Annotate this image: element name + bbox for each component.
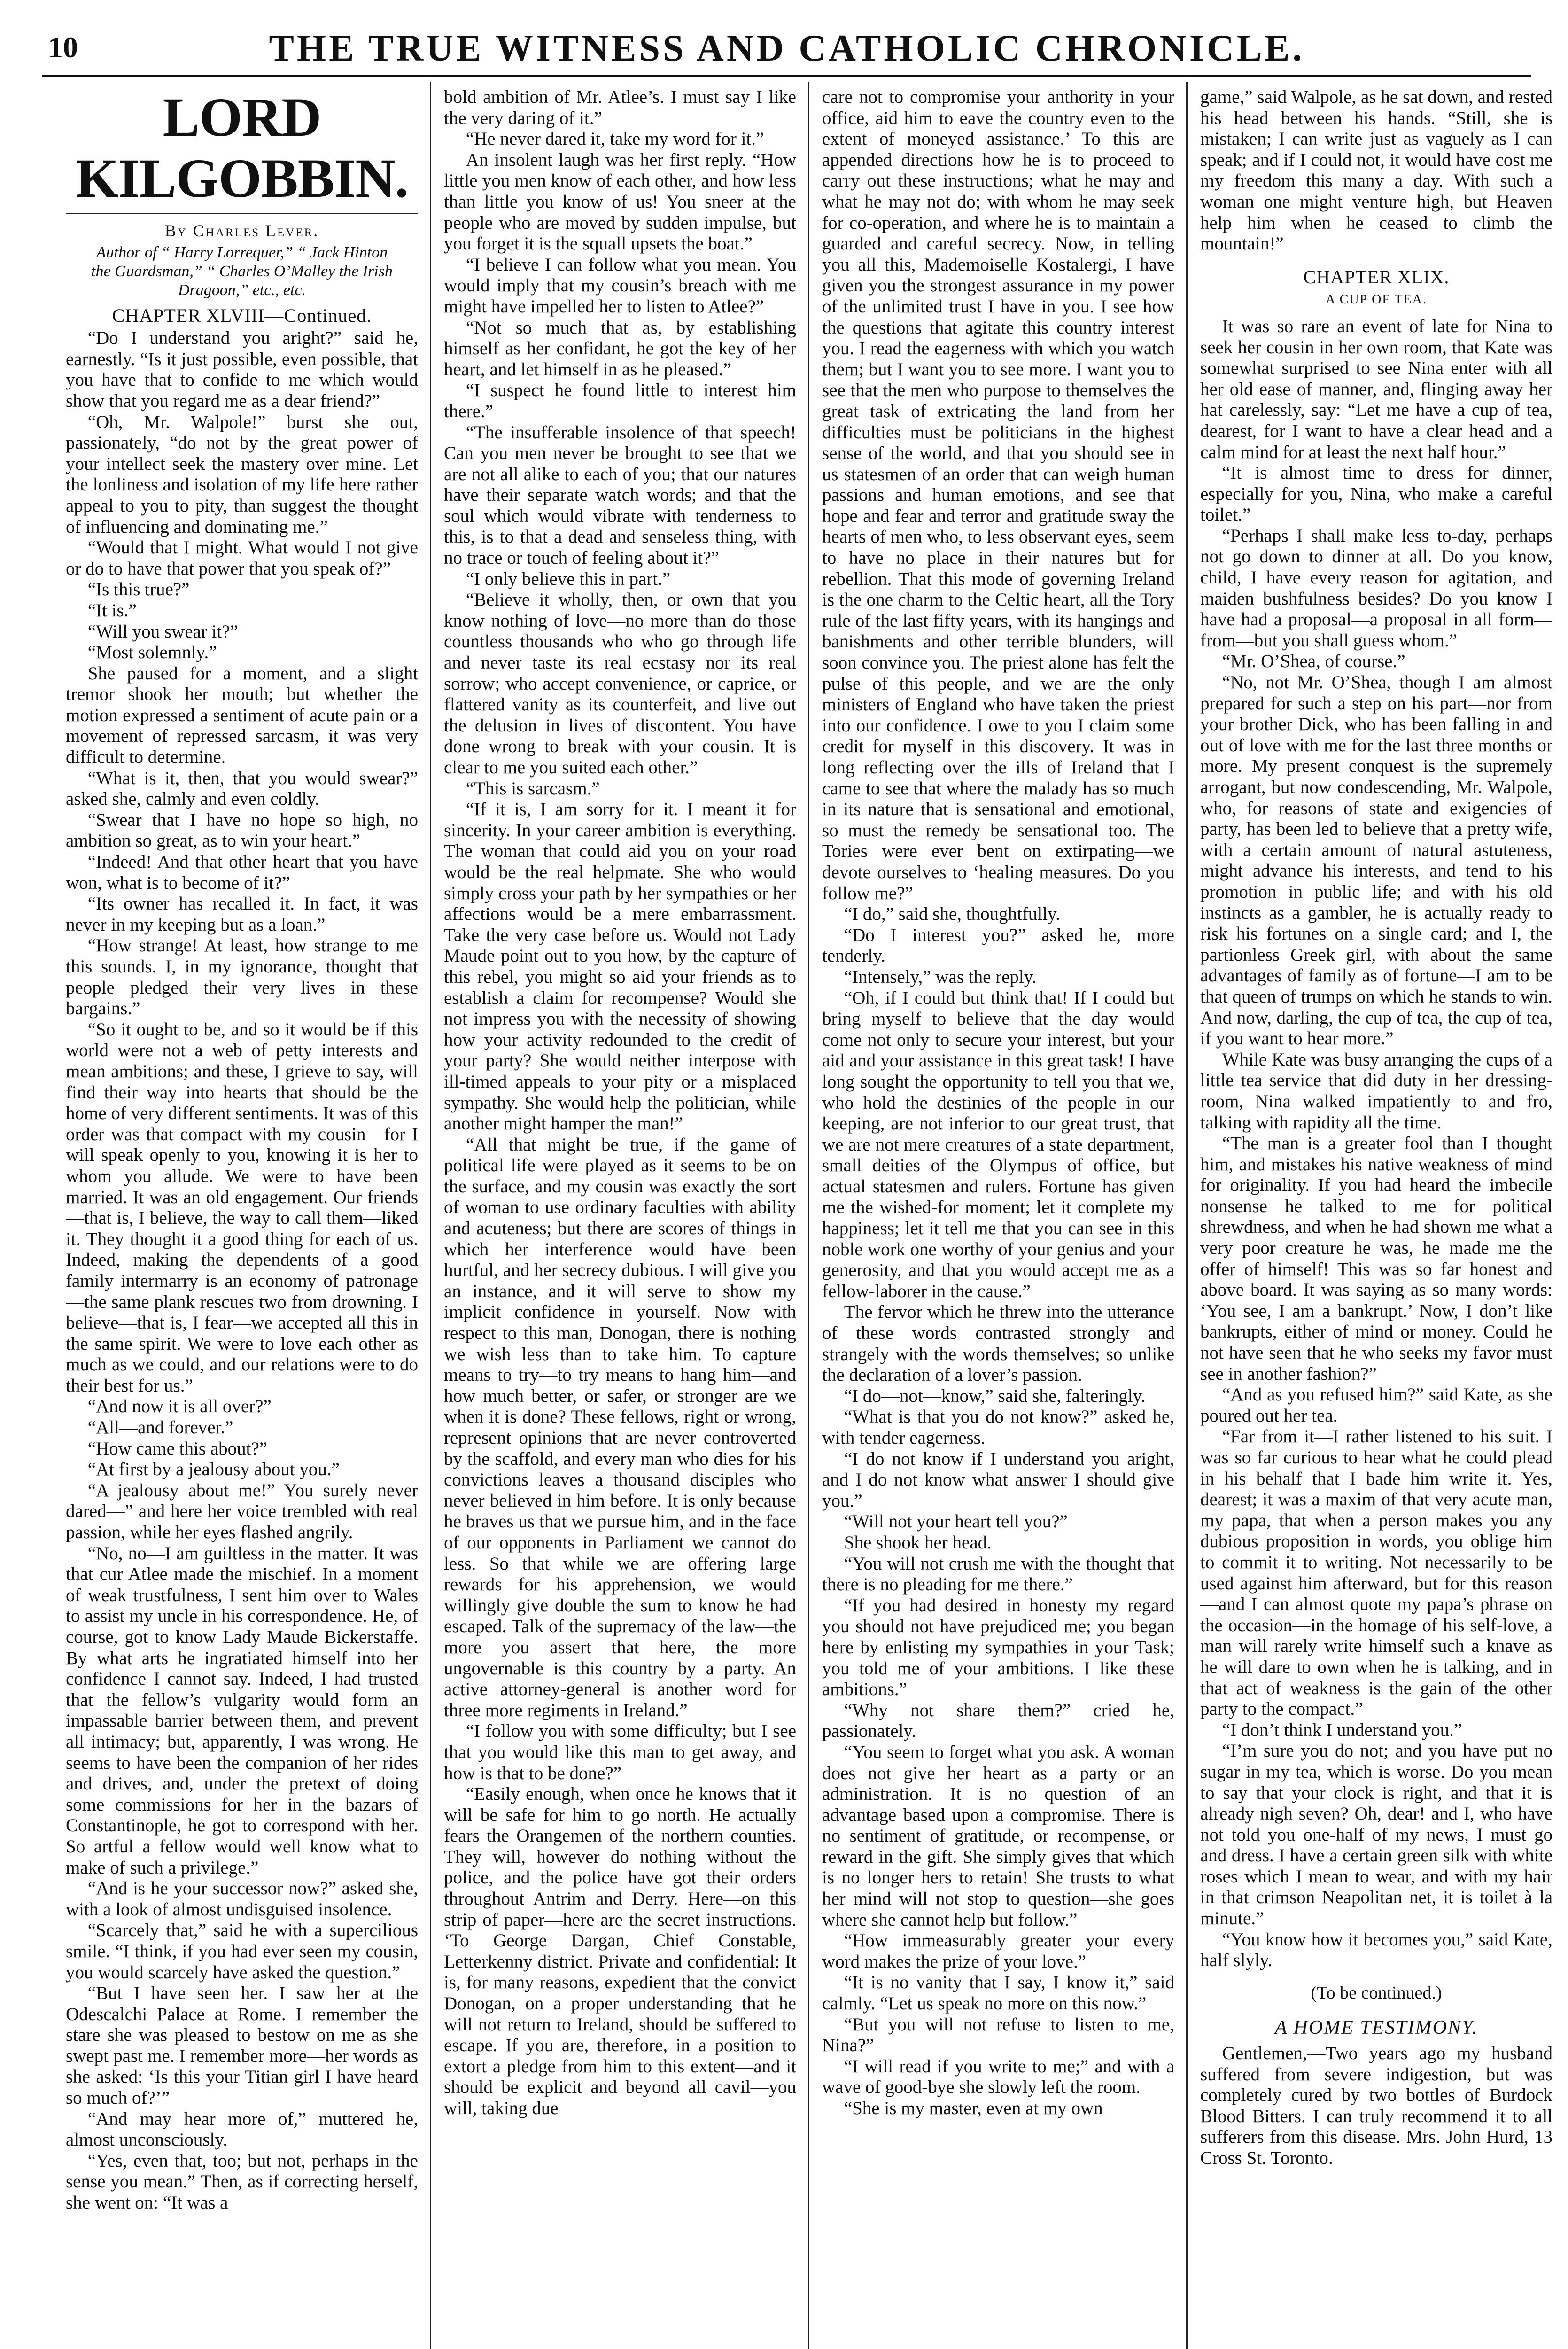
paragraph: “I don’t think I understand you.” <box>1222 1719 1462 1740</box>
paragraph: “Oh, if I could but think that! If I could but bring myself to believe that the day would come not only to secure your interest, but your aid and your assistance in this great task! I have long sought the opportunity to tell you that we, who hold the destinies of the people in our keeping, are not inferior to our great trust, that we are not mere creatures of a state department, small deities of the Olympus of office, but actual statesmen and rulers. Fortune has given me the wished-for moment; let it complete my happiness; let it tell me that you can see in this noble work one worthy of your genius and your generosity, and that you would accept me as a fellow-laborer in the cause.” <box>822 988 1174 1301</box>
paragraph: “I’m sure you do not; and you have put no sugar in my tea, which is worse. Do you mean to say that your clock is right, and that it is already nigh seven? Oh, dear! and I, who have not told you one-half of my news, I must go and dress. I have a certain green silk with white roses which I mean to wear, and with my hair in that crimson Neapolitan net, it is toilet à la minute.” <box>1200 1741 1552 1929</box>
paragraph: “I suspect he found little to interest him there.” <box>444 380 796 421</box>
paragraph: “How came this about?” <box>87 1438 268 1459</box>
paragraph: care not to compromise your anthority in your office, aid him to eave the country even to the extent of moneyed assistance.’ To this are appended directions how he is to proceed to carry out these instructions; what he may and what he may not do; with whom he may seek for co-operation, and where he is to maintain a guarded and careful secrecy. Now, in telling you all this, Mademoiselle Kostalergi, I have given you the strongest assurance in my power of the unlimited trust I have in you. I see how the questions that agitate this country interest you. I read the eagerness with which you watch them; but I want you to see more. I want you to see that the men who purpose to themselves the great task of extricating the land from her difficulties must be politicians in the highest sense of the world, and that you should see in us statesmen of an order that can weigh human passions and human emotions, and see that hope and fear and terror and gratitude sway the hearts of men who, to less observant eyes, seem to have no place in their natures but for rebellion. That this mode of governing Ireland is the one charm to the Celtic heart, all the Tory rule of the last fifty years, with its hangings and banishments and other terrible blunders, will soon convince you. The priest alone has felt the pulse of this people, and we are the only ministers of England who have taken the priest into our confidence. I owe to you I claim some credit for myself in this discovery. It was in long reflecting over the ills of Ireland that I came to see that where the malady has so much in its nature that is sensational and emotional, so must the remedy be sensational too. The Tories were ever bent on extirpating—we devote ourselves to ‘healing measures. Do you follow me?” <box>822 87 1174 903</box>
byline: By Charles Lever. <box>164 221 319 240</box>
paragraph: bold ambition of Mr. Atlee’s. I must say I like the very daring of it.” <box>444 87 796 128</box>
chapter-heading: CHAPTER XLIX. <box>1303 266 1450 288</box>
paragraph: “What is it, then, that you would swear?” asked she, calmly and even coldly. <box>66 768 418 809</box>
paragraph: While Kate was busy arranging the cups of a little tea service that did duty in her dressing-room, Nina walked impatiently to and fro, talking with rapidity all the time. <box>1200 1049 1552 1133</box>
paragraph: “Easily enough, when once he knows that it will be safe for him to go north. He actually fears the Orangemen of the northern counties. They will, however do nothing without the police, and the police have got their orders throughout Antrim and Derry. Here—on this strip of paper—here are the secret instructions. ‘To George Dargan, Chief Constable, Letterkenny district. Private and confidential: It is, for many reasons, expedient that the convict Donogan, on a proper understanding that he will not return to Ireland, should be suffered to escape. If you are, therefore, in a position to extort a pledge from him to this extent—and it should be explicit and beyond all cavil—you will, taking due <box>444 1784 796 2118</box>
paragraph: “Swear that I have no hope so high, no ambition so great, as to win your heart.” <box>66 809 418 851</box>
paragraph: “I do,” said she, thoughtfully. <box>844 904 1060 925</box>
paragraph: “How immeasurably greater your every word makes the prize of your love.” <box>822 1930 1174 1972</box>
paragraph: “It is.” <box>87 600 137 621</box>
column-rule <box>1186 82 1188 2349</box>
paragraph: “Not so much that as, by establishing himself as her confidant, he got the key of her heart, and let himself in as he pleased.” <box>444 317 796 380</box>
paragraph: “How strange! At least, how strange to me this sounds. I, in my ignorance, thought that people pledged their very lives in these bargains.” <box>66 935 418 1019</box>
paragraph: “And now it is all over?” <box>87 1396 272 1417</box>
paragraph: “Is this true?” <box>87 579 190 600</box>
paragraph: “Mr. O’Shea, of course.” <box>1222 651 1405 672</box>
paragraph: “Indeed! And that other heart that you have won, what is to become of it?” <box>66 852 418 893</box>
paragraph: game,” said Walpole, as he sat down, and rested his head between his hands. “Still, she is mistaken; I can write just as vaguely as I can speak; and if I could not, it would have cost me my freedom this many a day. With such a woman one might venture high, but Heaven help him when he ceased to climb the mountain!” <box>1200 87 1552 254</box>
paragraph: The fervor which he threw into the utterance of these words contrasted strongly and strangely with the words themselves; so unlike the declaration of a lover’s passion. <box>822 1302 1174 1385</box>
paragraph: “I believe I can follow what you mean. You would imply that my cousin’s breach with me might have impelled her to listen to Atlee?” <box>444 254 796 317</box>
paragraph: “If it is, I am sorry for it. I meant it for sincerity. In your career ambition is everything. The woman that could aid you on your road would be the real helpmate. She who would simply cross your path by her sympathies or her affections would be a mere embarrassment. Take the very case before us. Would not Lady Maude point out to you how, by the capture of this rebel, you might so aid your friends as to establish a claim for recompense? Would she not impress you with the necessity of showing how your activity redounded to the credit of your party? She would neither interpose with ill-timed appeals to your pity or a misplaced sympathy. She would help the politician, while another might hamper the man!” <box>444 799 796 1134</box>
paragraph: “No, not Mr. O’Shea, though I am almost prepared for such a step on his part—nor from your brother Dick, who has been falling in and out of love with me for the last three months or more. My present conquest is the supremely arrogant, but now condescending, Mr. Walpole, who, for reasons of state and exigencies of party, has been led to believe that a pretty wife, with a certain amount of natural astuteness, might advance his interests, and tend to his promotion in public life; and with his old instincts as a gambler, he is actually ready to risk his fortunes on a single card; and I, the partionless Greek girl, with about the same advantages of family as of fortune—I am to be that queen of trumps on which he stands to win. And now, darling, the cup of tea, the cup of tea, if you want to hear more.” <box>1200 672 1552 1049</box>
paragraph: “Intensely,” was the reply. <box>844 966 1037 987</box>
paragraph: “I follow you with some difficulty; but I see that you would like this man to get away, and how is that to be done?” <box>444 1721 796 1783</box>
paragraph: “And may hear more of,” muttered he, almost unconsciously. <box>66 2108 418 2150</box>
paragraph: “I will read if you write to me;” and with a wave of good-bye she slowly left the room. <box>822 2056 1174 2098</box>
paragraph: “I do not know if I understand you aright, and I do not know what answer I should give you.” <box>822 1448 1174 1511</box>
paragraph: “The insufferable insolence of that speech! Can you men never be brought to see that we are not all alike to each of you; that our natures have their separate watch words; and that the soul which would vibrate with tenderness to this, is to that a dead and senseless thing, with no trace or touch of feeling about it?” <box>444 422 796 568</box>
paragraph: She paused for a moment, and a slight tremor shook her mouth; but whether the motion expressed a sentiment of acute pain or a movement of repressed sarcasm, it was very difficult to determine. <box>66 663 418 768</box>
page-number: 10 <box>48 31 78 64</box>
paragraph: “All that might be true, if the game of political life were played as it seems to be on the surface, and my cousin was exactly the sort of woman to use ordinary faculties with ability and acuteness; but there are scores of things in which her interference would have been hurtful, and her secrecy dubious. I will give you an instance, and it will serve to show my implicit confidence in yourself. Now with respect to this man, Donogan, there is nothing we wish less than to take him. To capture means to try—to try means to hang him—and how much better, or safer, or stronger are we when it is done? These fellows, right or wrong, represent opinions that are never controverted by the scaffold, and every man who dies for his convictions leaves a thousand disciples who never believed in him before. It is only because he braves us that we pursue him, and in the face of our opponents in Parliament we cannot do less. So that while we are offering large rewards for his apprehension, we would willingly give double the sum to know he had escaped. Talk of the supremacy of the law—the more you assert that here, the more ungovernable is this country by a party. An active attorney-general is another word for three more regiments in Ireland.” <box>444 1134 796 1720</box>
paragraph: “Scarcely that,” said he with a supercilious smile. “I think, if you had ever seen my cousin, you would scarcely have asked the question.” <box>66 1920 418 1983</box>
paragraph: “Believe it wholly, then, or own that you know nothing of love—no more than do those countless thousands who who go through life and never taste its real ecstasy nor its real sorrow; who accept convenience, or caprice, or flattered vanity as its counterfeit, and live out the delusion in lives of discontent. You have done wrong to break with your cousin. It is clear to me you suited each other.” <box>444 590 796 778</box>
paragraph: “All—and forever.” <box>87 1417 233 1438</box>
paragraph: “No, no—I am guiltless in the matter. It was that cur Atlee made the mischief. In a moment of weak trustfulness, I sent him over to Wales to assist my uncle in his correspondence. He, of course, got to know Lady Maude Bickerstaffe. By what arts he ingratiated himself into her confidence I cannot say. Indeed, I had trusted that the fellow’s vulgarity would form an impassable barrier between them, and prevent all intimacy; but, apparently, I was wrong. He seems to have been the companion of her rides and drives, and, under the pretext of doing some commissions for her in the bazars of Constantinople, he got to correspond with her. So artful a fellow would well know what to make of such a privilege.” <box>66 1543 418 1878</box>
column-1 <box>66 87 418 2347</box>
column-1-body <box>66 328 418 2213</box>
paragraph: “You will not crush me with the thought that there is no pleading for me there.” <box>822 1553 1174 1595</box>
paragraph: “Yes, even that, too; but not, perhaps in the sense you mean.” Then, as if correcting herself, she went on: “It was a <box>66 2150 418 2213</box>
paragraph: “Will you swear it?” <box>87 621 238 642</box>
paragraph: “But I have seen her. I saw her at the Odescalchi Palace at Rome. I remember the stare she was pleased to bestow on me as she swept past me. I remember more—her words as she asked: ‘Is this your Titian girl I have heard so much of?’” <box>66 1983 418 2108</box>
column-3 <box>822 87 1174 2347</box>
paragraph: “Perhaps I shall make less to-day, perhaps not go down to dinner at all. Do you know, child, I have every reason for agitation, and maiden bushfulness besides? Do you know I have had a proposal—a proposal in all form—from—but you shall guess whom.” <box>1200 525 1552 651</box>
paragraph: “Do I interest you?” asked he, more tenderly. <box>822 925 1174 966</box>
to-be-continued: (To be continued.) <box>1311 1983 1442 2003</box>
paragraph: “But you will not refuse to listen to me, Nina?” <box>822 2014 1174 2056</box>
paragraph: “Its owner has recalled it. In fact, it was never in my keeping but as a loan.” <box>66 894 418 935</box>
paragraph: “If you had desired in honesty my regard you should not have prejudiced me; you began here by enlisting my sympathies in your Task; you told me of your ambitions. I like these ambitions.” <box>822 1595 1174 1700</box>
chapter-heading: CHAPTER XLVIII—Continued. <box>112 304 372 326</box>
paragraph: “I do—not—know,” said she, falteringly. <box>844 1385 1146 1406</box>
paragraph: “Far from it—I rather listened to his suit. I was so far curious to hear what he could plead in his behalf that I bade him write it. Yes, dearest; it was a maxim of that very acute man, my papa, that when a person makes you any dubious proposition in words, you oblige him to commit it to writing. Not necessarily to be used against him afterward, but for this reason—and I can almost quote my papa’s phrase on the occasion—in the homage of his self-love, a man will rarely write himself such a knave as he will dare to own when he is talking, and in that act of weakness is the gain of the other party to the compact.” <box>1200 1426 1552 1719</box>
paragraph: “Oh, Mr. Walpole!” burst she out, passionately, “do not by the great power of your intellect seek the mastery over mine. Let the lonliness and isolation of my life here rather appeal to you to pity, than suggest the thought of influencing and dominating me.” <box>66 412 418 537</box>
author-credits: Author of “ Harry Lorrequer,” “ Jack Hinton the Guardsman,” “ Charles O’Malley the Irish Dragoon,” etc., etc. <box>91 243 393 299</box>
chapter-subheading: A CUP OF TEA. <box>1326 292 1427 307</box>
column-4-body <box>1200 316 1552 1971</box>
paragraph: “You know how it becomes you,” said Kate, half slyly. <box>1200 1929 1552 1971</box>
column-rule <box>430 82 431 2349</box>
advertisement-title: A HOME TESTIMONY. <box>1275 2017 1478 2039</box>
paragraph: It was so rare an event of late for Nina to seek her cousin in her own room, that Kate was somewhat surprised to see Nina enter with all her old ease of manner, and, flinging away her hat carelessly, say: “Let me have a cup of tea, dearest, for I want to have a clear head and a calm mind for at least the next half hour.” <box>1200 316 1552 462</box>
paragraph: “Will not your heart tell you?” <box>844 1511 1068 1532</box>
paragraph: “Most solemnly.” <box>87 642 217 663</box>
column-4 <box>1200 87 1552 2347</box>
paragraph: “Would that I might. What would I not give or do to have that power that you speak of?” <box>66 537 418 579</box>
column-2 <box>444 87 796 2347</box>
newspaper-title: THE TRUE WITNESS AND CATHOLIC CHRONICLE. <box>269 28 1305 69</box>
paragraph: An insolent laugh was her first reply. “How little you men know of each other, and how less than little you know of us! You sneer at the people who are moved by sudden impulse, but you forget it is the squall upsets the boat.” <box>444 149 796 254</box>
paragraph: “So it ought to be, and so it would be if this world were not a web of petty interests and mean ambitions; and these, I grieve to say, will find their way into hearts that should be the home of very different sentiments. It was of this order was that compact with my cousin—for I will speak openly to you, knowing it is her to whom you allude. We were to have been married. It was an old engagement. Our friends—that is, I believe, the way to call them—liked it. They thought it a good thing for each of us. Indeed, making the dependents of a good family intermarry is an economy of patronage—the same plank rescues two from drowning. I believe—that is, I fear—we accepted all this in the same spirit. We were to love each other as much as we could, and our relations were to do their best for us.” <box>66 1019 418 1396</box>
paragraph: “And is he your successor now?” asked she, with a look of almost undisguised insolence. <box>66 1878 418 1920</box>
masthead <box>42 19 1531 77</box>
story-title: LORD KILGOBBIN. <box>66 87 418 214</box>
column-4-intro <box>1200 87 1552 255</box>
paragraph: “He never dared it, take my word for it.” <box>466 129 764 149</box>
paragraph: “At first by a jealousy about you.” <box>87 1459 340 1480</box>
column-2-body <box>444 87 796 2119</box>
paragraph: “What is that you do not know?” asked he, with tender eagerness. <box>822 1407 1174 1448</box>
paragraph: “Why not share them?” cried he, passionately. <box>822 1700 1174 1742</box>
paragraph: “And as you refused him?” said Kate, as she poured out her tea. <box>1200 1385 1552 1426</box>
paragraph: “It is no vanity that I say, I know it,” said calmly. “Let us speak no more on this now.” <box>822 1972 1174 2014</box>
column-3-body <box>822 87 1174 2119</box>
paragraph: She shook her head. <box>844 1532 992 1553</box>
paragraph: “The man is a greater fool than I thought him, and mistakes his native weakness of mind for originality. If you had heard the imbecile nonsense he talked to me for political shrewdness, and when he had shown me what a very poor creature he was, he made me the offer of himself! This was so far honest and above board. It was saying as so many words: ‘You see, I am a bankrupt.’ Now, I don’t like bankrupts, either of mind or money. Could he not have seen that he who seeks my favor must see in another fashion?” <box>1200 1133 1552 1384</box>
column-rule <box>808 82 809 2349</box>
paragraph: “You seem to forget what you ask. A woman does not give her heart as a party or an administration. It is no question of an advantage based upon a compromise. There is no sentiment of gratitude, or recompense, or reward in the gift. She simply gives that which is no longer hers to retain! She trusts to what her mind will not stop to question—she goes where she cannot help but follow.” <box>822 1742 1174 1930</box>
paragraph: “She is my master, even at my own <box>844 2098 1103 2118</box>
paragraph: “This is sarcasm.” <box>466 778 600 799</box>
paragraph: “It is almost time to dress for dinner, especially for you, Nina, who make a careful toilet.” <box>1200 463 1552 525</box>
paragraph: “Do I understand you aright?” said he, earnestly. “Is it just possible, even possible, that you have that to confide to me which would show that you regard me as a dear friend?” <box>66 328 418 411</box>
advertisement-body: Gentlemen,—Two years ago my husband suffered from severe indigestion, but was completely cured by two bottles of Burdock Blood Bitters. I can truly recommend it to all sufferers from this disease. Mrs. John Hurd, 13 Cross St. Toronto. <box>1200 2043 1552 2168</box>
paragraph: “A jealousy about me!” You surely never dared—” and here her voice trembled with real passion, while her eyes flashed angrily. <box>66 1480 418 1543</box>
paragraph: “I only believe this in part.” <box>466 568 671 589</box>
